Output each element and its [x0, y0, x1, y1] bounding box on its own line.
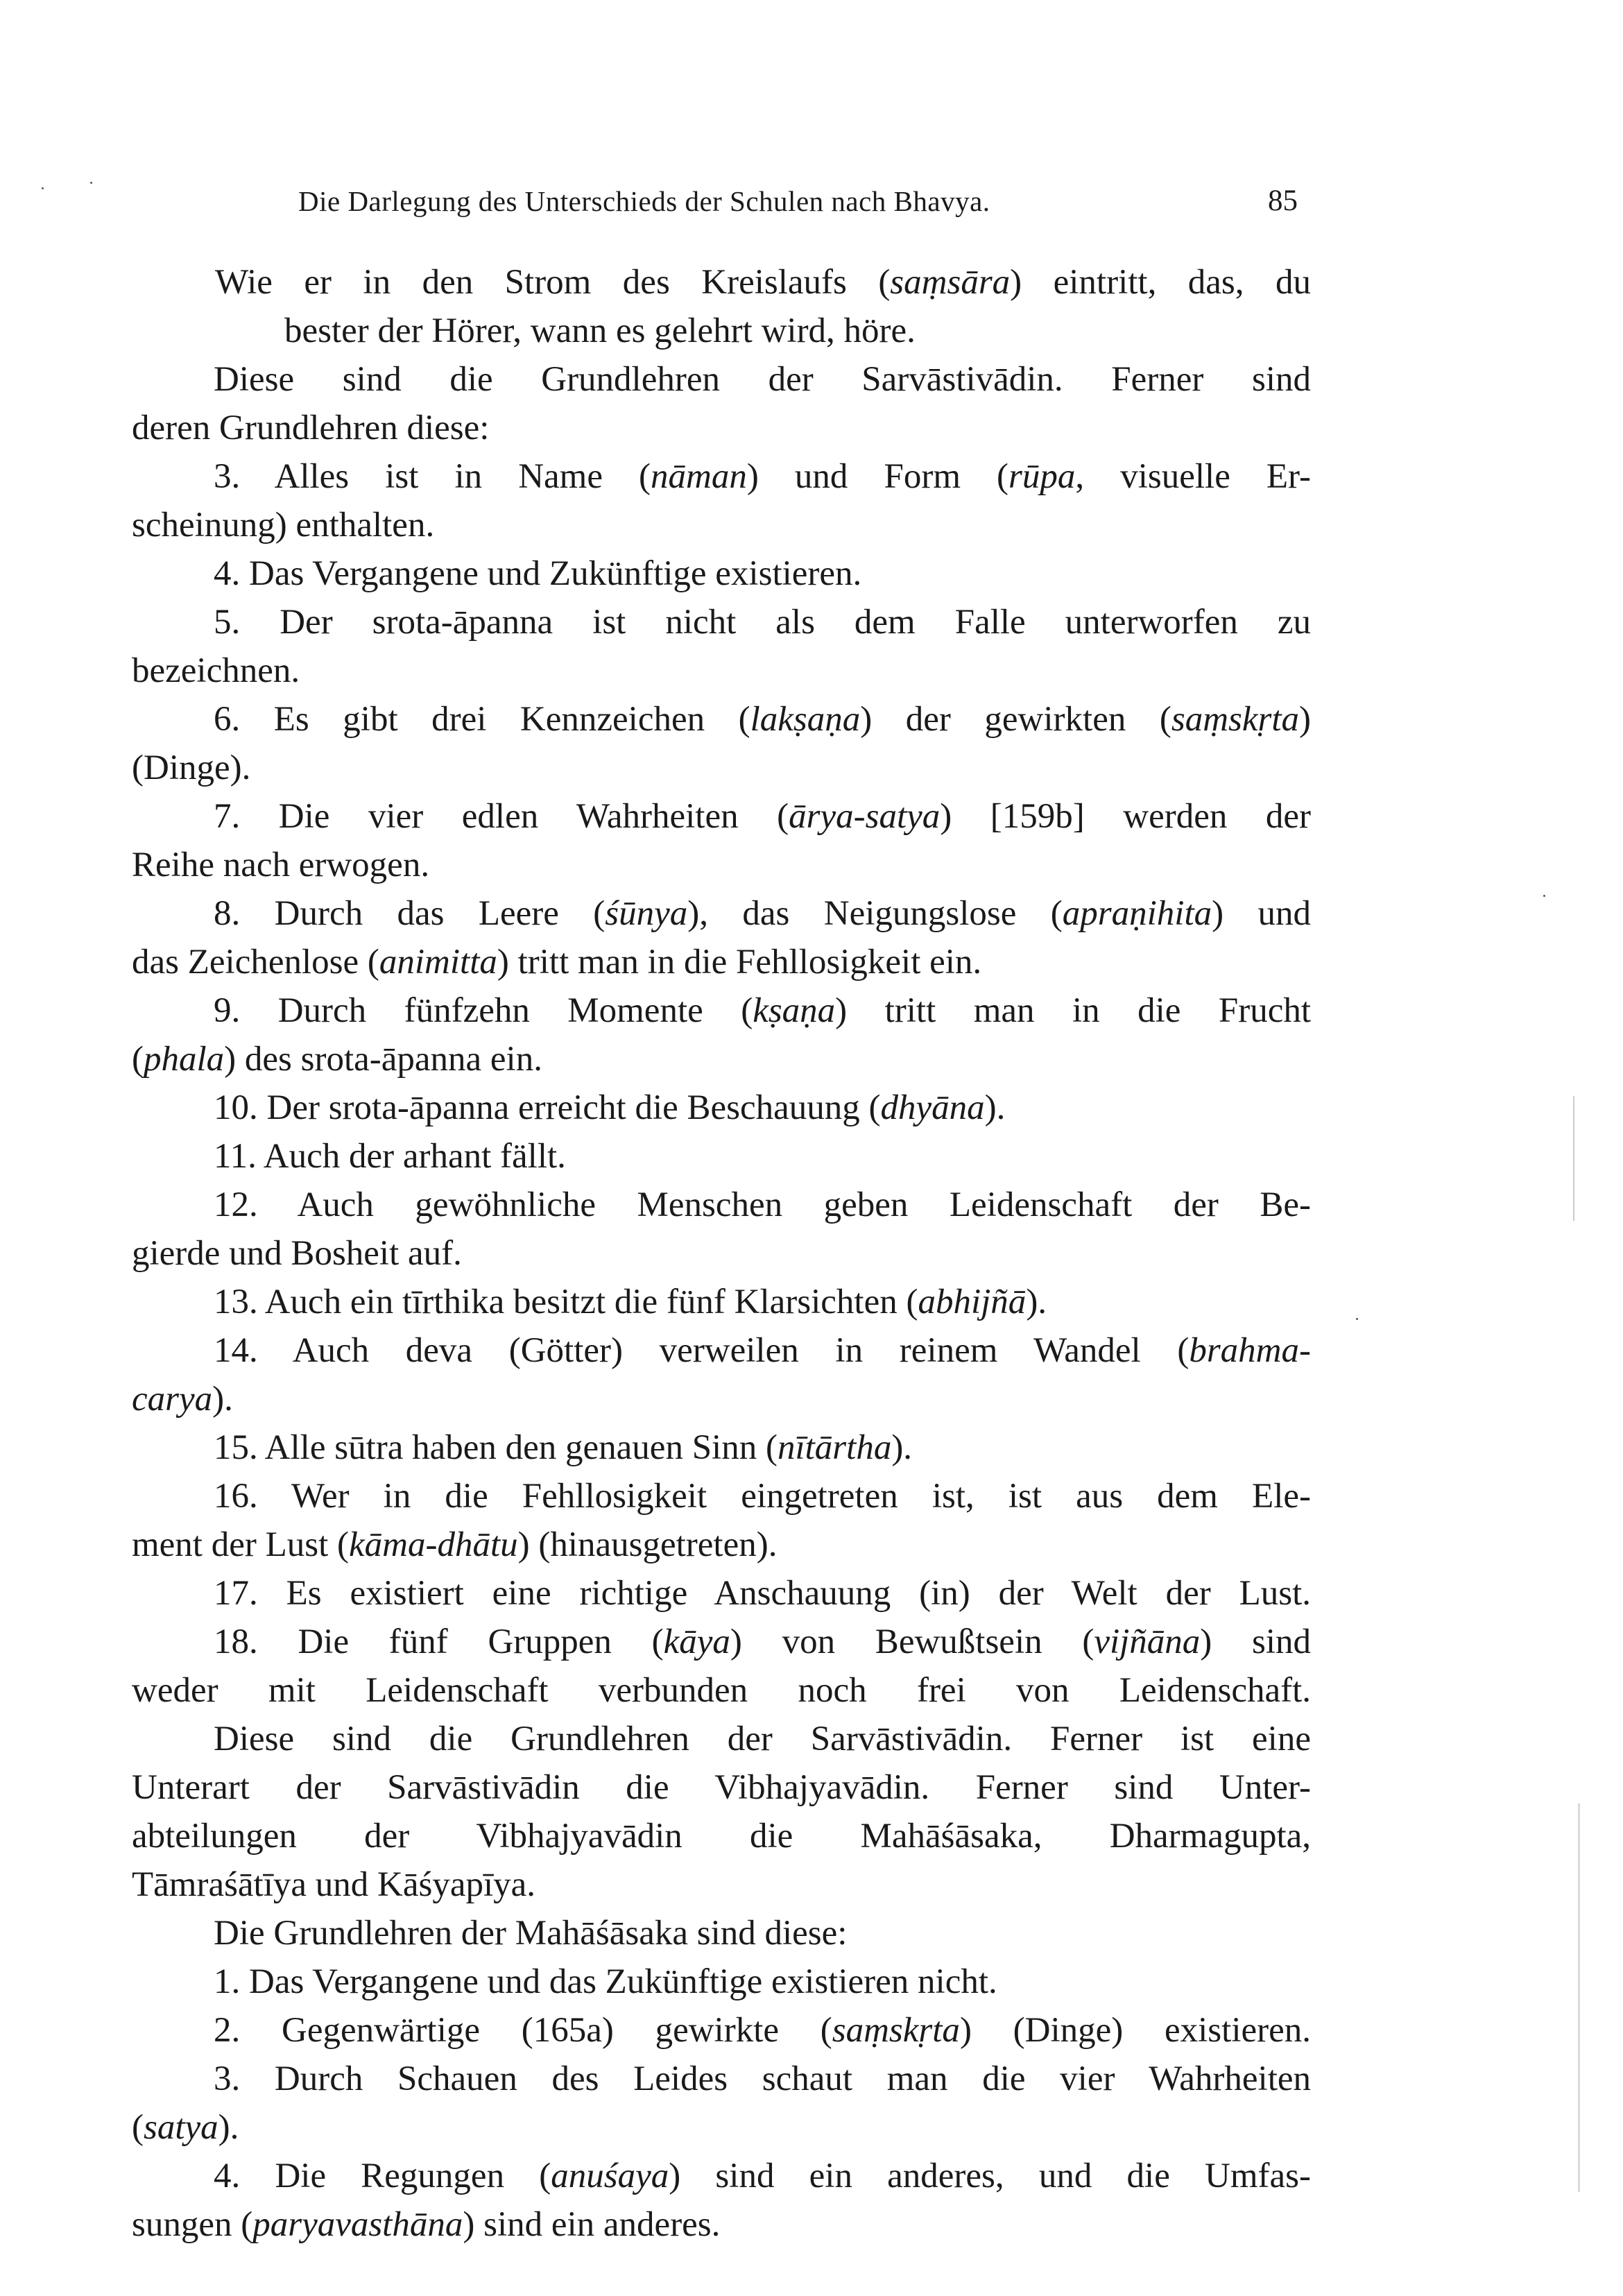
text-line: (satya).	[132, 2108, 239, 2147]
page-body	[132, 258, 1311, 2249]
text-line: 11. Auch der arhant fällt.	[214, 1137, 566, 1176]
text-line: das Zeichenlose (animitta) tritt man in die Fehllosigkeit ein.	[132, 943, 982, 982]
text-line: Die Grundlehren der Mahāśāsaka sind diese:	[214, 1914, 848, 1953]
running-title: Die Darlegung des Unterschieds der Schulen nach Bhavya.	[298, 185, 990, 217]
page-number: 85	[1268, 185, 1298, 217]
text-line: 13. Auch ein tīrthika besitzt die fünf Klarsichten (abhijñā).	[214, 1283, 1047, 1321]
text-line: ment der Lust (kāma-dhātu) (hinausgetreten).	[132, 1525, 778, 1564]
text-line: 1. Das Vergangene und das Zukünftige existieren nicht.	[214, 1962, 997, 2001]
text-line: 15. Alle sūtra haben den genauen Sinn (nītārtha).	[214, 1428, 913, 1467]
text-line: Tāmraśātīya und Kāśyapīya.	[132, 1865, 536, 1904]
text-line: 4. Das Vergangene und Zukünftige existieren.	[214, 554, 862, 593]
scan-artifact	[1356, 1318, 1358, 1320]
text-line: 5. Der srota-āpanna ist nicht als dem Falle unterworfen zu	[214, 603, 1311, 642]
text-line: Reihe nach erwogen.	[132, 846, 430, 884]
text-line: Diese sind die Grundlehren der Sarvāstivādin. Ferner ist eine	[214, 1720, 1311, 1758]
text-line: (Dinge).	[132, 748, 251, 787]
text-line: weder mit Leidenschaft verbunden noch frei von Leidenschaft.	[132, 1671, 1311, 1710]
text-line: abteilungen der Vibhajyavādin die Mahāśāsaka, Dharmagupta,	[132, 1817, 1311, 1856]
text-line: 18. Die fünf Gruppen (kāya) von Bewußtsein (vijñāna) sind	[214, 1622, 1312, 1661]
text-line: 3. Durch Schauen des Leides schaut man die vier Wahrheiten	[214, 2059, 1311, 2098]
text-line: deren Grundlehren diese:	[132, 409, 490, 447]
scan-artifact	[42, 187, 44, 189]
text-line: sungen (paryavasthāna) sind ein anderes.	[132, 2205, 721, 2244]
text-line: 10. Der srota-āpanna erreicht die Beschauung (dhyāna).	[214, 1088, 1006, 1127]
text-line: 9. Durch fünfzehn Momente (kṣaṇa) tritt man in die Frucht	[214, 991, 1311, 1030]
text-line: gierde und Bosheit auf.	[132, 1234, 462, 1273]
scan-artifact	[90, 182, 92, 184]
text-line: carya).	[132, 1380, 233, 1419]
scan-artifact	[1578, 1804, 1580, 2192]
text-line: scheinung) enthalten.	[132, 506, 435, 545]
text-line: 8. Durch das Leere (śūnya), das Neigungslose (apraṇihita) und	[214, 894, 1312, 933]
scan-artifact	[1543, 895, 1545, 897]
text-line: Unterart der Sarvāstivādin die Vibhajyavādin. Ferner sind Unter-	[132, 1768, 1311, 1807]
text-line: 16. Wer in die Fehllosigkeit eingetreten ist, ist aus dem Ele-	[214, 1477, 1311, 1516]
text-line: (phala) des srota-āpanna ein.	[132, 1040, 542, 1079]
text-line: Wie er in den Strom des Kreislaufs (saṃsāra) eintritt, das, du	[215, 263, 1311, 302]
text-line: 2. Gegenwärtige (165a) gewirkte (saṃskṛta) (Dinge) existieren.	[214, 2011, 1311, 2050]
text-line: 4. Die Regungen (anuśaya) sind ein anderes, und die Umfas-	[214, 2157, 1311, 2195]
text-line: 6. Es gibt drei Kennzeichen (lakṣaṇa) der gewirkten (saṃskṛta)	[214, 700, 1312, 739]
scan-artifact	[1573, 1096, 1574, 1221]
text-line: bester der Hörer, wann es gelehrt wird, höre.	[284, 311, 916, 350]
text-line: 17. Es existiert eine richtige Anschauung (in) der Welt der Lust.	[214, 1574, 1311, 1613]
text-line: 7. Die vier edlen Wahrheiten (ārya-satya) [159b] werden der	[214, 797, 1311, 836]
text-line: 3. Alles ist in Name (nāman) und Form (rūpa, visuelle Er-	[214, 457, 1311, 496]
text-line: 12. Auch gewöhnliche Menschen geben Leidenschaft der Be-	[214, 1185, 1311, 1224]
text-line: bezeichnen.	[132, 651, 300, 690]
text-line: 14. Auch deva (Götter) verweilen in reinem Wandel (brahma-	[214, 1331, 1311, 1370]
text-line: Diese sind die Grundlehren der Sarvāstivādin. Ferner sind	[214, 360, 1311, 399]
